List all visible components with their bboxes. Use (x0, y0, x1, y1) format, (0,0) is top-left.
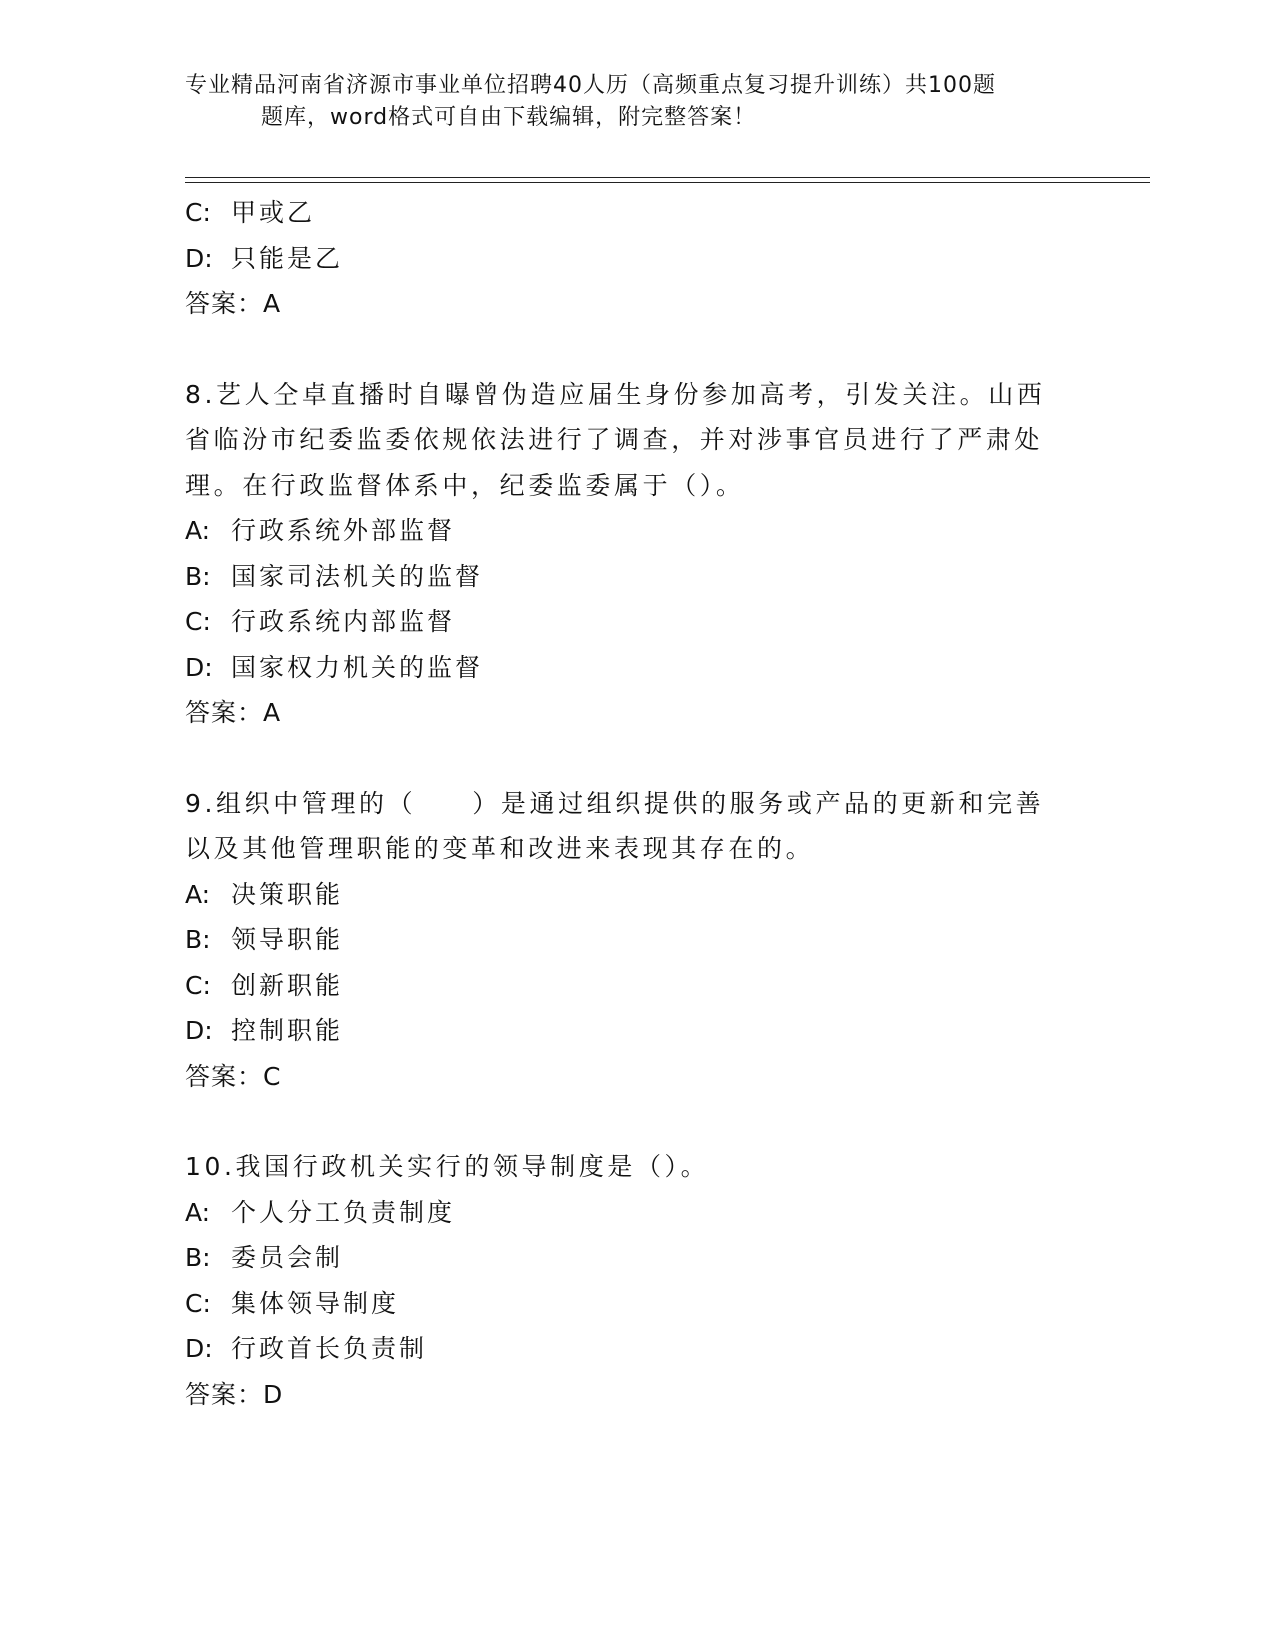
option-label: D: (185, 652, 213, 682)
option-text: 领导职能 (231, 925, 344, 954)
question-7-tail (185, 190, 1085, 327)
option-c (185, 963, 1085, 1009)
option-text: 控制职能 (231, 1016, 344, 1045)
option-label: D: (185, 1334, 213, 1363)
option-b (185, 1235, 1085, 1281)
header-divider-bottom (185, 182, 1150, 183)
option-label: C: (185, 970, 211, 1000)
option-text: 集体领导制度 (231, 1288, 400, 1318)
question-text-line (185, 781, 1085, 827)
question-text-line: 8.艺人仝卓直播时自曝曾伪造应届生身份参加高考，引发关注。山西 (185, 379, 1046, 409)
option-c (185, 1281, 1085, 1327)
option-d (185, 1008, 1085, 1054)
option-d (185, 236, 1085, 282)
question-text-part: 9.组织中管理的（ (185, 788, 417, 818)
question-text-line: 省临汾市纪委监委依规依法进行了调查，并对涉事官员进行了严肃处 (185, 425, 1044, 454)
option-text: 决策职能 (231, 879, 344, 909)
option-text: 委员会制 (231, 1243, 344, 1272)
header-divider-top (185, 177, 1150, 178)
header-title-line2: 题库，word格式可自由下载编辑，附完整答案！ (261, 105, 757, 130)
question-text-line: 10.我国行政机关实行的领导制度是（）。 (185, 1152, 710, 1181)
option-c (185, 190, 1085, 236)
option-text: 国家司法机关的监督 (231, 561, 484, 591)
option-label: C: (185, 1288, 211, 1318)
option-label: B: (185, 1243, 211, 1272)
answer-line: 答案：A (185, 289, 282, 318)
option-label: D: (185, 243, 213, 273)
question-10 (185, 1144, 1085, 1417)
option-text: 行政系统内部监督 (231, 607, 456, 636)
question-8 (185, 372, 1085, 736)
option-text: 行政系统外部监督 (231, 516, 456, 545)
option-text: 甲或乙 (231, 198, 316, 227)
question-text-line: 以及其他管理职能的变革和改进来表现其存在的。 (185, 834, 815, 863)
option-label: A: (185, 1197, 211, 1227)
option-b (185, 554, 1085, 600)
answer-line: 答案：C (185, 1061, 282, 1091)
option-a (185, 1190, 1085, 1236)
option-text: 行政首长负责制 (231, 1334, 428, 1363)
option-c (185, 599, 1085, 645)
document-header (185, 70, 1085, 134)
option-b (185, 917, 1085, 963)
option-label: A: (185, 516, 211, 545)
question-content (185, 190, 1085, 1417)
option-text: 国家权力机关的监督 (231, 652, 484, 682)
option-label: B: (185, 561, 211, 591)
option-label: C: (185, 607, 211, 636)
option-label: B: (185, 925, 211, 954)
option-text: 只能是乙 (231, 243, 344, 273)
option-label: D: (185, 1016, 213, 1045)
option-a (185, 508, 1085, 554)
question-9 (185, 781, 1085, 1100)
question-text-line: 理。在行政监督体系中，纪委监委属于（）。 (185, 470, 745, 500)
answer-line: 答案：D (185, 1379, 284, 1409)
header-title-line1: 专业精品河南省济源市事业单位招聘40人历（高频重点复习提升训练）共100题 (185, 73, 996, 98)
option-d (185, 1326, 1085, 1372)
option-a (185, 872, 1085, 918)
option-text: 创新职能 (231, 970, 344, 1000)
option-d (185, 645, 1085, 691)
answer-line: 答案：A (185, 698, 282, 727)
option-label: A: (185, 879, 211, 909)
option-label: C: (185, 198, 211, 227)
question-text-part: ）是通过组织提供的服务或产品的更新和完善 (472, 788, 1045, 818)
option-text: 个人分工负责制度 (231, 1197, 456, 1227)
